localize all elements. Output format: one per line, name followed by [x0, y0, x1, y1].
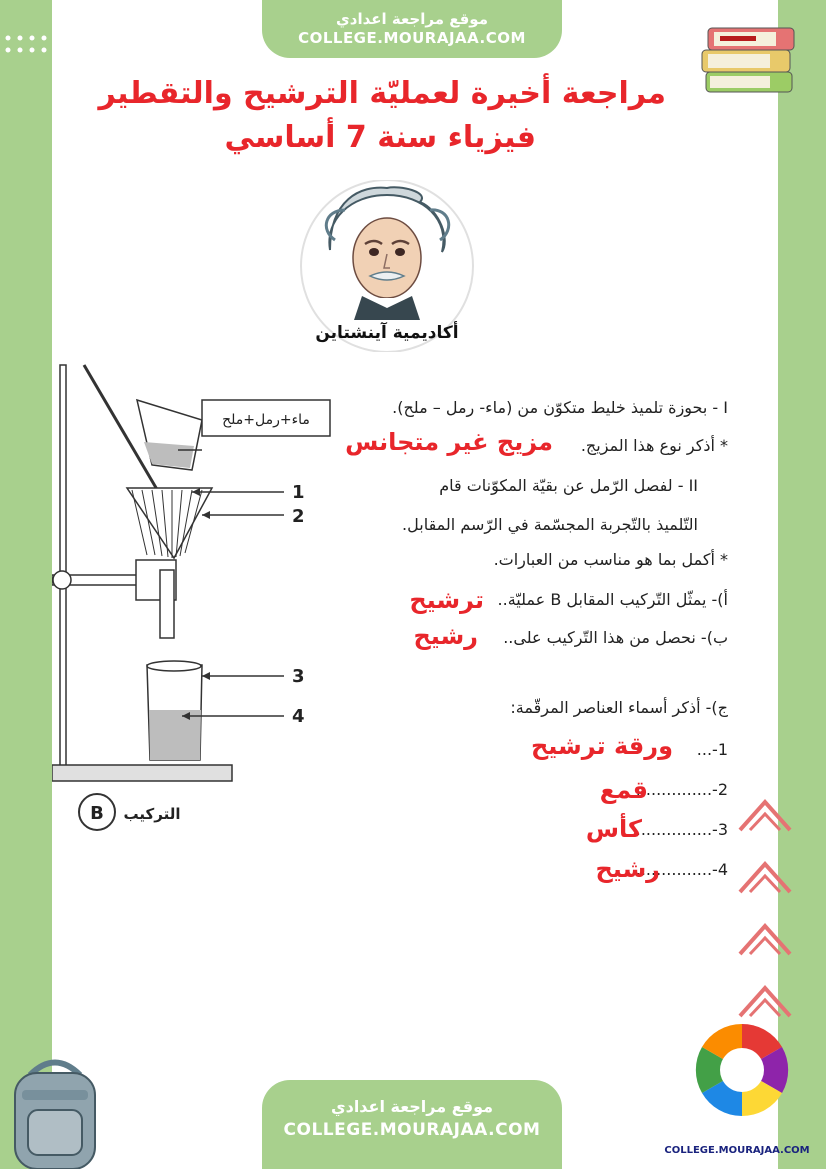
funnel-with-filter-paper [127, 488, 212, 558]
left-frame-border [0, 0, 52, 1169]
question-2c: * أكمل بما هو مناسب من العبارات. [493, 550, 728, 569]
pouring-beaker [137, 400, 202, 470]
label-number-3: 3 [292, 666, 305, 687]
chevron-up-icon [735, 976, 795, 1026]
decorative-dots [0, 30, 100, 70]
answer-item-1: ورقة ترشيح [531, 732, 673, 760]
header-site-name: موقع مراجعة اعدادي [336, 10, 488, 28]
header-site-tab[interactable] [262, 0, 562, 58]
label-number-2: 2 [292, 506, 305, 527]
answer-mixture-type: مزيج غير متجانس [345, 428, 553, 456]
item-4: 4-............... [635, 860, 728, 879]
exercise-content [52, 360, 778, 1080]
einstein-academy-logo [290, 180, 484, 352]
stand-base [52, 765, 232, 781]
answer-item-4: رشيح [595, 855, 660, 883]
question-1: I - بحوزة تلميذ خليط متكوّن من (ماء- رمل – ملح). [392, 398, 728, 417]
footer-site-name: موقع مراجعة اعدادي [330, 1097, 494, 1116]
footer-site-tab[interactable] [262, 1080, 562, 1169]
question-a: أ)- يمثّل التّركيب المقابل B عمليّة.. [497, 590, 728, 609]
funnel-stem [160, 570, 174, 638]
question-2b: التّلميذ بالتّجربة المجسّمة في الرّسم المقابل. [402, 515, 698, 534]
chevron-up-icon [735, 852, 795, 902]
item-1: 1-... [696, 740, 728, 759]
footer-site-url[interactable]: COLLEGE.MOURAJAA.COM [283, 1120, 541, 1140]
page-subtitle: فيزياء سنة 7 أساسي [224, 120, 536, 155]
answer-process: ترشيح [409, 586, 484, 614]
mixture-label: ماء+رمل+ملح [222, 412, 310, 428]
collecting-beaker [147, 661, 202, 760]
item-3: 3-............... [635, 820, 728, 839]
stand-rod [60, 365, 66, 775]
header-site-url[interactable]: COLLEGE.MOURAJAA.COM [298, 29, 526, 47]
question-c: ج)- أذكر أسماء العناصر المرقّمة: [510, 698, 728, 717]
page-title: مراجعة أخيرة لعمليّة الترشيح والتقطير [98, 76, 666, 111]
answer-item-3: كأس [585, 815, 642, 843]
label-number-4: 4 [292, 706, 305, 727]
setup-letter: B [90, 803, 104, 824]
subjects-wheel-logo [694, 1020, 790, 1120]
label-number-1: 1 [292, 482, 305, 503]
logo-site-url[interactable]: COLLEGE.MOURAJAA.COM [664, 1145, 810, 1156]
answer-product: رشيح [413, 622, 478, 650]
filtration-apparatus-diagram [52, 360, 342, 840]
question-1a: * أذكر نوع هذا المزيج. [580, 436, 728, 455]
chevron-up-icon [735, 914, 795, 964]
logo-caption: أكاديمية آينشتاين [315, 323, 459, 343]
books-icon [700, 14, 800, 100]
question-b: ب)- نحصل من هذا التّركيب على.. [503, 628, 728, 647]
setup-caption: التركيب [123, 805, 181, 823]
backpack-icon [0, 1055, 110, 1169]
question-2a: II - لفصل الرّمل عن بقيّة المكوّنات قام [439, 476, 698, 495]
item-2: 2-............... [635, 780, 728, 799]
answer-item-2: قمع [599, 776, 648, 804]
chevron-up-icon [735, 790, 795, 840]
